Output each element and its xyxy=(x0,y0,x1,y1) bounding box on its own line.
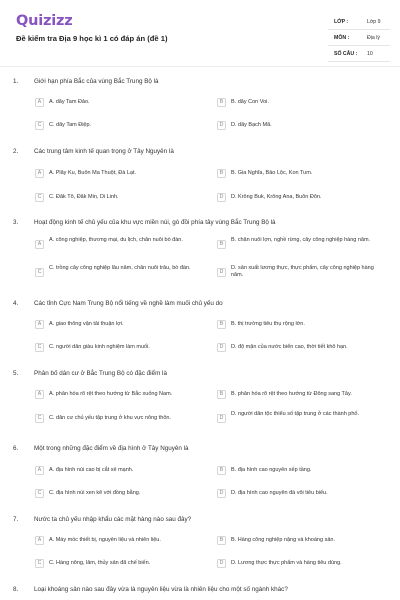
question-number: 4. xyxy=(13,300,19,307)
quizizz-logo: Quizizz xyxy=(16,13,73,29)
option-letter-box: D xyxy=(217,559,226,568)
meta-key: LỚP : xyxy=(334,19,349,25)
option-letter-box: A xyxy=(35,169,44,178)
option-letter-box: A xyxy=(35,466,44,475)
option-letter-box: C xyxy=(35,193,44,202)
option-text: D. địa hình cao nguyên đá vôi tiêu biểu. xyxy=(231,490,328,496)
option-letter-box: B xyxy=(217,536,226,545)
meta-key: MÔN : xyxy=(334,35,350,41)
option-text: D. Krông Buk, Krông Ana, Buôn Đôn. xyxy=(231,194,322,200)
option-text: D. độ mặn của nước biển cao, thời tiết khô hạn. xyxy=(231,344,348,350)
question-text: Một trong những đặc điểm về địa hình ở Tây Nguyên là xyxy=(34,445,189,452)
option-text: D. Lương thực thực phẩm và hàng tiêu dùng. xyxy=(231,560,342,566)
option-letter-box: B xyxy=(217,98,226,107)
option-letter-box: A xyxy=(35,98,44,107)
option-text: B. thị trường tiêu thụ rộng lớn. xyxy=(231,321,305,327)
meta-row-count xyxy=(328,46,390,62)
meta-table xyxy=(328,14,390,62)
option-letter-box: D xyxy=(217,343,226,352)
option-text: A. dãy Tam Đảo. xyxy=(49,99,90,105)
option-letter-box: C xyxy=(35,414,44,423)
option-text: C. người dân giàu kinh nghiệm làm muối. xyxy=(49,344,150,350)
option-letter-box: B xyxy=(217,169,226,178)
option-letter-box: A xyxy=(35,320,44,329)
option-text: B. Hàng công nghiệp nặng và khoáng sản. xyxy=(231,537,335,543)
option-text: A. giao thông vận tải thuận lợi. xyxy=(49,321,124,327)
option-letter-box: D xyxy=(217,268,226,277)
option-letter-box: D xyxy=(217,489,226,498)
meta-value: Lớp 9 xyxy=(367,19,381,25)
option-letter-box: B xyxy=(217,320,226,329)
option-letter-box: A xyxy=(35,536,44,545)
option-text: D. người dân tộc thiểu số tập trung ở các thành phố. xyxy=(231,411,360,417)
option-letter-box: C xyxy=(35,121,44,130)
option-text: C. dân cư chủ yếu tập trung ở khu vực nông thôn. xyxy=(49,415,171,421)
option-text: B. Gia Nghĩa, Bảo Lộc, Kon Tum. xyxy=(231,170,313,176)
question-text: Giới hạn phía Bắc của vùng Bắc Trung Bộ là xyxy=(34,78,159,85)
meta-row-subject xyxy=(328,30,390,46)
option-text: A. Máy móc thiết bị, nguyên liệu và nhiên liệu. xyxy=(49,537,161,543)
question-number: 7. xyxy=(13,516,19,523)
question-text: Các tỉnh Cực Nam Trung Bộ nổi tiếng về nghề làm muối chủ yếu do xyxy=(34,300,223,307)
option-letter-box: D xyxy=(217,414,226,423)
option-text: B. chăn nuôi lợn, nghề rừng, cây công nghiệp hàng năm. xyxy=(231,237,371,243)
question-text: Các trung tâm kinh tế quan trọng ở Tây Nguyên là xyxy=(34,148,174,155)
option-letter-box: A xyxy=(35,240,44,249)
option-letter-box: A xyxy=(35,390,44,399)
option-text: A. Plây Ku, Buôn Ma Thuột, Đà Lạt. xyxy=(49,170,137,176)
option-letter-box: C xyxy=(35,343,44,352)
option-letter-box: B xyxy=(217,390,226,399)
option-text: A. địa hình núi cao bị cắt xẻ mạnh. xyxy=(49,467,134,473)
option-text: C. dãy Tam Điệp. xyxy=(49,122,92,128)
meta-value: 10 xyxy=(367,51,373,57)
option-letter-box: D xyxy=(217,193,226,202)
option-text: C. Hàng nông, lâm, thủy sản đã chế biến. xyxy=(49,560,151,566)
question-text: Hoạt động kinh tế chủ yếu của khu vực miền núi, gò đồi phía tây vùng Bắc Trung Bộ là xyxy=(34,219,276,226)
option-letter-box: C xyxy=(35,268,44,277)
option-text: A. công nghiệp, thương mại, du lịch, chăn nuôi bò đàn. xyxy=(49,237,183,243)
meta-row-class xyxy=(328,14,390,30)
question-number: 3. xyxy=(13,219,19,226)
option-text: B. phân hóa rõ rệt theo hướng từ Đông sang Tây. xyxy=(231,391,352,397)
option-text: D. dãy Bạch Mã. xyxy=(231,122,272,128)
option-letter-box: D xyxy=(217,121,226,130)
option-letter-box: C xyxy=(35,559,44,568)
question-number: 1. xyxy=(13,78,19,85)
option-text: C. địa hình núi xen kẽ với đồng bằng. xyxy=(49,490,141,496)
meta-key: SỐ CÂU : xyxy=(334,51,358,57)
header-divider xyxy=(0,66,400,67)
question-number: 6. xyxy=(13,445,19,452)
option-text: A. phân hóa rõ rệt theo hướng từ Bắc xuống Nam. xyxy=(49,391,173,397)
option-text: C. trồng cây công nghiệp lâu năm, chăn nuôi trâu, bò đàn. xyxy=(49,265,191,271)
option-text: D. sản xuất lương thực, thực phẩm, cây công nghiệp hàng năm. xyxy=(231,265,374,279)
option-letter-box: C xyxy=(35,489,44,498)
question-number: 5. xyxy=(13,370,19,377)
question-number: 8. xyxy=(13,586,19,593)
worksheet-header xyxy=(0,0,400,66)
meta-value: Địa lý xyxy=(367,35,380,41)
page-title: Đề kiểm tra Địa 9 học kì 1 có đáp án (đề 1) xyxy=(16,34,168,43)
option-letter-box: B xyxy=(217,240,226,249)
option-letter-box: B xyxy=(217,466,226,475)
option-text: B. địa hình cao nguyên xếp tầng. xyxy=(231,467,312,473)
question-text: Phân bố dân cư ở Bắc Trung Bộ có đặc điểm là xyxy=(34,370,167,377)
question-number: 2. xyxy=(13,148,19,155)
option-text: B. dãy Con Voi. xyxy=(231,99,269,105)
option-text: C. Đăk Tô, Đăk Min, Di Linh. xyxy=(49,194,119,200)
question-text: Nước ta chủ yếu nhập khẩu các mặt hàng nào sau đây? xyxy=(34,516,192,523)
question-text: Loại khoáng sản nào sau đây vừa là nguyên liệu vừa là nhiên liệu cho một số ngành khác? xyxy=(34,586,288,593)
